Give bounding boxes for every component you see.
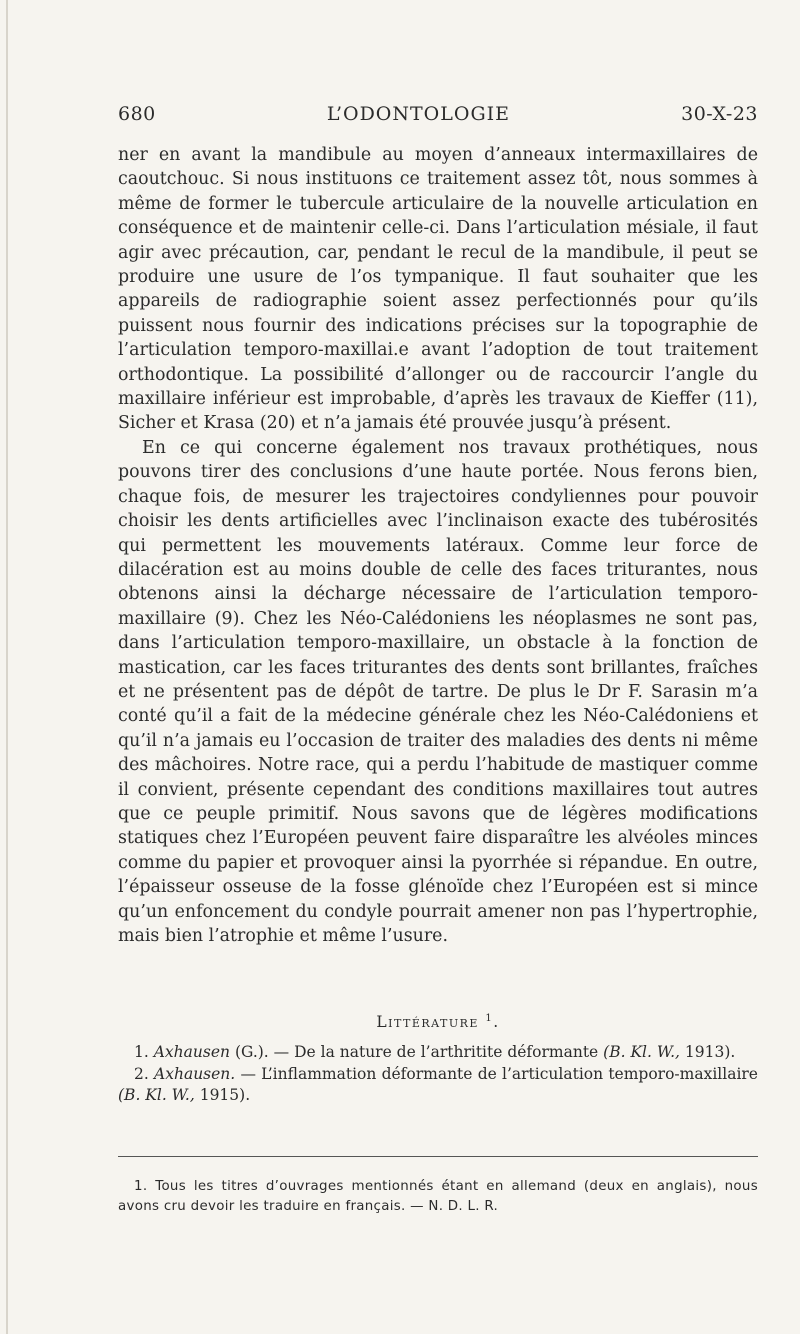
journal-title: L’ODONTOLOGIE xyxy=(326,103,510,125)
reference-item: 2. Axhausen. — L’inflammation déformante de l’articulation temporo-maxillaire (B. Kl. W., 1915). xyxy=(118,1064,758,1104)
reference-source: (B. Kl. W., xyxy=(118,1086,195,1104)
footnote xyxy=(118,1177,758,1216)
footnote-mark: 1 xyxy=(485,1013,494,1024)
body-text xyxy=(118,143,758,948)
footnote-divider xyxy=(118,1156,758,1157)
reference-author: Axhausen xyxy=(153,1043,230,1061)
paragraph-1: ner en avant la mandibule au moyen d’anneaux intermaxillaires de caoutchouc. Si nous instituons ce traitement assez tôt, nous sommes à même de former le tubercule articulaire de la nouvelle articulation en conséquence et de maintenir celle-ci. Dans l’articulation mésiale, il faut agir avec précaution, car, pendant le recul de la mandibule, il peut se produire une usure de l’os tympanique. Il faut souhaiter que les appareils de radiographie soient assez perfectionnés pour qu’ils puissent nous fournir des indications précises sur la topographie de l’articulation temporo-maxillai.e avant l’adoption de tout traitement orthodontique. La possibilité d’allonger ou de raccourcir l’angle du maxillaire inférieur est improbable, d’après les travaux de Kieffer (11), Sicher et Krasa (20) et n’a jamais été prouvée jusqu’à présent. xyxy=(118,145,758,434)
page-edge xyxy=(6,0,8,1334)
reference-source: (B. Kl. W., xyxy=(603,1043,680,1061)
footnote-text: 1. Tous les titres d’ouvrages mentionnés étant en allemand (deux en anglais), nous avons cru devoir les traduire en français. — N. D. L. R. xyxy=(118,1179,758,1214)
issue-date: 30-X-23 xyxy=(681,103,758,125)
running-header xyxy=(118,103,758,125)
literature-heading: Littérature $^1$. xyxy=(376,1013,500,1032)
page-number: 680 xyxy=(118,103,156,125)
literature-title: Littérature xyxy=(376,1013,479,1032)
paragraph-2: En ce qui concerne également nos travaux prothétiques, nous pouvons tirer des conclusions d’une haute portée. Nous ferons bien, chaque fois, de mesurer les trajectoires condyliennes pour pouvoir choisir les dents artificielles avec l’inclinaison exacte des tubérosités qui permettent les mouvements latéraux. Comme leur force de dilacération est au moins double de celle des faces triturantes, nous obtenons ainsi la décharge nécessaire de l’articulation temporo-maxillaire (9). Chez les Néo-Calédoniens les néoplasmes ne sont pas, dans l’articulation temporo-maxillaire, un obstacle à la fonction de mastication, car les faces triturantes des dents sont brillantes, fraîches et ne présentent pas de dépôt de tartre. De plus le Dr F. Sarasin m’a conté qu’il a fait de la médecine générale chez les Néo-Calédoniens et qu’il n’a jamais eu l’occasion de traiter des maladies des dents ni même des mâchoires. Notre race, qui a perdu l’habitude de mastiquer comme il convient, présente cependant des conditions maxillaires tout autres que ce peuple primitif. Nous savons que de légères modifications statiques chez l’Européen peuvent faire disparaître les alvéoles minces comme du papier et provoquer ainsi la pyorrhée si répandue. En outre, l’épaisseur osseuse de la fosse glénoïde chez l’Européen est si mince qu’un enfoncement du condyle pourrait amener non pas l’hypertrophie, mais bien l’atrophie et même l’usure. xyxy=(118,437,758,946)
reference-item: 1. Axhausen (G.). — De la nature de l’arthritite déformante (B. Kl. W., 1913). xyxy=(134,1043,736,1061)
reference-list xyxy=(118,1042,758,1107)
reference-author: Axhausen. xyxy=(154,1064,236,1083)
